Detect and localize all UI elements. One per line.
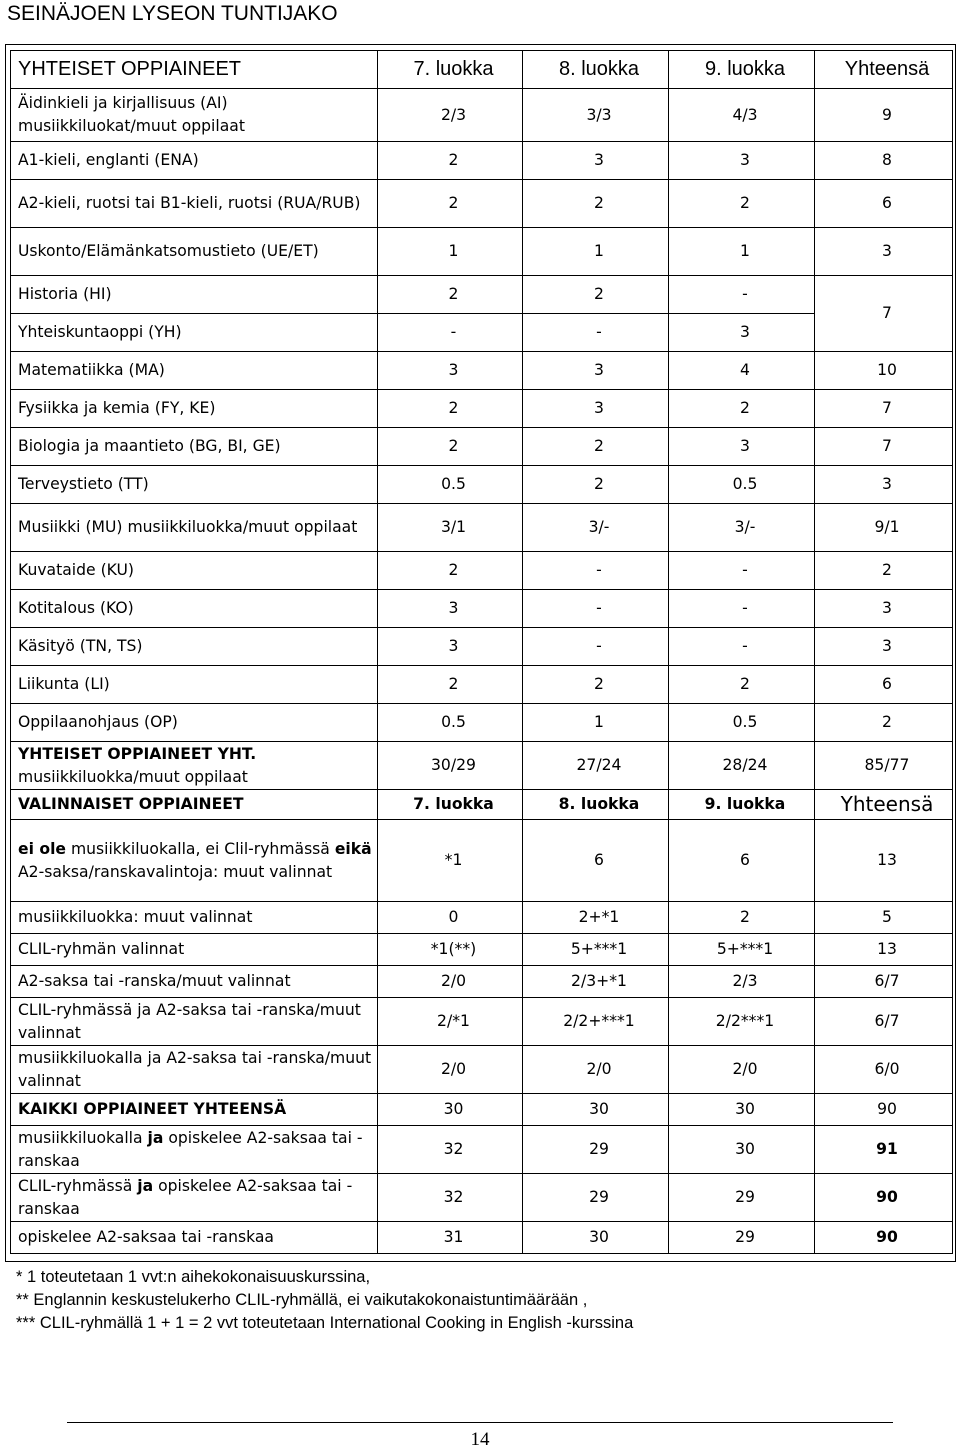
grade-8-value: - [523,628,669,666]
table-row [11,1126,953,1174]
grade-7-value: 2/3 [378,89,523,142]
table-row [11,966,953,998]
table-row [11,314,953,352]
grade-9-value: 30 [669,1126,815,1174]
total-value: 2 [815,704,953,742]
grade-9-value: 2 [669,666,815,704]
subject-label: Oppilaanohjaus (OP) [11,704,378,742]
total-value: 6/7 [815,998,953,1046]
table-row [11,428,953,466]
grade-8-value: 2 [523,666,669,704]
subject-label: Käsityö (TN, TS) [11,628,378,666]
grade-8-value: 30 [523,1094,669,1126]
total-value: 3 [815,466,953,504]
grade-8-value: 29 [523,1126,669,1174]
subject-label: Biologia ja maantieto (BG, BI, GE) [11,428,378,466]
total-value: 3 [815,628,953,666]
subject-label: Musiikki (MU) musiikkiluokka/muut oppilaat [11,504,378,552]
grade-7-value: 2 [378,142,523,180]
grade-9-value: 3 [669,142,815,180]
grade-8-value: 3 [523,142,669,180]
header-row [11,51,953,89]
elective-label [11,820,378,902]
grade-9-value: 2 [669,180,815,228]
elective-header-subject: VALINNAISET OPPIAINEET [11,790,378,820]
grade-8-value: - [523,552,669,590]
table-row [11,934,953,966]
grade-9-value: - [669,590,815,628]
grade-7-value: 3 [378,590,523,628]
grade-7-value: 2 [378,390,523,428]
grade-7-value: 2/0 [378,966,523,998]
header-subject: YHTEISET OPPIAINEET [11,51,378,89]
grade-9-value: 3 [669,428,815,466]
subject-label: Fysiikka ja kemia (FY, KE) [11,390,378,428]
total-value: 13 [815,820,953,902]
table-row [11,1222,953,1254]
grade-9-value: 5+***1 [669,934,815,966]
label-text: A2-saksa/ranskavalintoja: muut valinnat [18,862,333,881]
subtotal-title: YHTEISET OPPIAINEET YHT. [18,744,257,763]
table-row [11,552,953,590]
table-row [11,590,953,628]
total-value: 6/7 [815,966,953,998]
grade-8-value: 3 [523,390,669,428]
total-value: 90 [815,1094,953,1126]
totals-label [11,1126,378,1174]
emphasis-text: eikä [334,839,372,858]
subject-label: Äidinkieli ja kirjallisuus (AI) musiikkiluokat/muut oppilaat [11,89,378,142]
grade-8-value: 2 [523,428,669,466]
footer-divider [67,1422,893,1423]
subject-label: Uskonto/Elämänkatsomustieto (UE/ET) [11,228,378,276]
totals-label: opiskelee A2-saksaa tai -ranskaa [11,1222,378,1254]
total-value: 8 [815,142,953,180]
total-value: 7 [815,390,953,428]
table-row [11,1046,953,1094]
grade-7-value: 30 [378,1094,523,1126]
grade-8-value: 2/3+*1 [523,966,669,998]
total-value: 13 [815,934,953,966]
grade-9-value: 2 [669,390,815,428]
emphasis-text: ja [147,1128,164,1147]
elective-header-row [11,790,953,820]
grade-9-value: 3/- [669,504,815,552]
elective-label: CLIL-ryhmässä ja A2-saksa tai -ranska/muut valinnat [11,998,378,1046]
elective-label: A2-saksa tai -ranska/muut valinnat [11,966,378,998]
subject-label: Yhteiskuntaoppi (YH) [11,314,378,352]
grade-7-value: *1(**) [378,934,523,966]
elective-label: musiikkiluokalla ja A2-saksa tai -ranska/muut valinnat [11,1046,378,1094]
grade-9-value: 2/3 [669,966,815,998]
label-text: musiikkiluokalla, ei Clil-ryhmässä [65,839,335,858]
table-row [11,180,953,228]
grade-9-value: 29 [669,1174,815,1222]
table-row [11,704,953,742]
header-total: Yhteensä [815,51,953,89]
grade-8-value: 2/0 [523,1046,669,1094]
grade-9-value: 2/2***1 [669,998,815,1046]
grade-9-value: 6 [669,820,815,902]
grade-7-value: 2/0 [378,1046,523,1094]
subject-label: Kotitalous (KO) [11,590,378,628]
grade-8-value: - [523,314,669,352]
common-subtotal-row [11,742,953,790]
grade-7-value: 0.5 [378,704,523,742]
grade-7-value: 31 [378,1222,523,1254]
total-value: 9/1 [815,504,953,552]
grade-7-value: 2/*1 [378,998,523,1046]
grade-8-value: - [523,590,669,628]
subject-label: Matematiikka (MA) [11,352,378,390]
grade-7-value: 2 [378,666,523,704]
grade-7-value: 30/29 [378,742,523,790]
totals-label [11,1174,378,1222]
emphasis-text: ei ole [18,839,66,858]
grade-9-value: 2 [669,902,815,934]
grade-9-value: 30 [669,1094,815,1126]
grade-9-value: 4 [669,352,815,390]
grade-8-value: 30 [523,1222,669,1254]
total-value: 91 [815,1126,953,1174]
subtotal-label [11,742,378,790]
elective-header-grade-7: 7. luokka [378,790,523,820]
footnotes [16,1266,633,1335]
all-subjects-total-row [11,1094,953,1126]
grade-8-value: 3/- [523,504,669,552]
emphasis-text: ja [137,1176,154,1195]
elective-header-grade-9: 9. luokka [669,790,815,820]
grade-8-value: 1 [523,228,669,276]
label-text: musiikkiluokalla [18,1128,148,1147]
grade-7-value: *1 [378,820,523,902]
grade-7-value: 32 [378,1174,523,1222]
subject-label: A2-kieli, ruotsi tai B1-kieli, ruotsi (RUA/RUB) [11,180,378,228]
header-grade-7: 7. luokka [378,51,523,89]
footnote: *** CLIL-ryhmällä 1 + 1 = 2 vvt toteutetaan International Cooking in English -kurssina [16,1314,634,1332]
grade-8-value: 2/2+***1 [523,998,669,1046]
total-value: 90 [815,1174,953,1222]
grade-9-value: 2/0 [669,1046,815,1094]
label-text: CLIL-ryhmässä [18,1176,138,1195]
grade-7-value: 3 [378,628,523,666]
grade-8-value: 5+***1 [523,934,669,966]
grade-8-value: 6 [523,820,669,902]
grade-8-value: 27/24 [523,742,669,790]
subject-label: Terveystieto (TT) [11,466,378,504]
grade-8-value: 1 [523,704,669,742]
total-value: 85/77 [815,742,953,790]
grade-7-value: - [378,314,523,352]
grade-7-value: 2 [378,428,523,466]
total-value: 3 [815,590,953,628]
all-total-label: KAIKKI OPPIAINEET YHTEENSÄ [11,1094,378,1126]
subject-label: Historia (HI) [11,276,378,314]
grade-9-value: - [669,628,815,666]
total-value: 9 [815,89,953,142]
grade-8-value: 2 [523,180,669,228]
grade-7-value: 3 [378,352,523,390]
table-row [11,820,953,902]
document-title: SEINÄJOEN LYSEON TUNTIJAKO [7,2,338,25]
table-row [11,352,953,390]
grade-8-value: 29 [523,1174,669,1222]
table-row [11,628,953,666]
table-row [11,89,953,142]
table-row [11,142,953,180]
elective-header-grade-8: 8. luokka [523,790,669,820]
total-value: 7 [815,276,953,352]
grade-7-value: 2 [378,180,523,228]
header-grade-8: 8. luokka [523,51,669,89]
total-value: 6 [815,666,953,704]
subject-label: Liikunta (LI) [11,666,378,704]
grade-7-value: 2 [378,552,523,590]
grade-8-value: 2+*1 [523,902,669,934]
label-text: opiskelee A2-saksaa tai -ranskaa [18,1176,353,1218]
grade-7-value: 0 [378,902,523,934]
total-value: 7 [815,428,953,466]
footnote: * 1 toteutetaan 1 vvt:n aihekokonaisuuskurssina, [16,1268,371,1286]
grade-7-value: 2 [378,276,523,314]
footnote: ** Englannin keskustelukerho CLIL-ryhmällä, ei vaikutakokonaistuntimäärään , [16,1291,588,1309]
total-value: 90 [815,1222,953,1254]
subtotal-subtitle: musiikkiluokka/muut oppilaat [18,767,248,786]
grade-9-value: 4/3 [669,89,815,142]
grade-8-value: 2 [523,276,669,314]
grade-7-value: 0.5 [378,466,523,504]
total-value: 5 [815,902,953,934]
header-grade-9: 9. luokka [669,51,815,89]
elective-label: CLIL-ryhmän valinnat [11,934,378,966]
table-row [11,998,953,1046]
grade-9-value: 1 [669,228,815,276]
label-text: opiskelee A2-saksaa tai -ranskaa [18,1128,363,1170]
grade-9-value: - [669,552,815,590]
table-row [11,1174,953,1222]
grade-9-value: - [669,276,815,314]
page-number: 14 [470,1429,490,1450]
grade-7-value: 3/1 [378,504,523,552]
grade-9-value: 3 [669,314,815,352]
timetable [10,50,953,1254]
table-row [11,276,953,314]
grade-9-value: 0.5 [669,466,815,504]
total-value: 3 [815,228,953,276]
table-row [11,666,953,704]
grade-7-value: 1 [378,228,523,276]
grade-9-value: 0.5 [669,704,815,742]
grade-7-value: 32 [378,1126,523,1174]
total-value: 6 [815,180,953,228]
total-value: 10 [815,352,953,390]
table-row [11,902,953,934]
table-row [11,504,953,552]
subject-label: Kuvataide (KU) [11,552,378,590]
total-value: 6/0 [815,1046,953,1094]
grade-9-value: 29 [669,1222,815,1254]
elective-header-total: Yhteensä [815,790,953,820]
grade-9-value: 28/24 [669,742,815,790]
subject-label: A1-kieli, englanti (ENA) [11,142,378,180]
table-row [11,228,953,276]
table-row [11,390,953,428]
total-value: 2 [815,552,953,590]
table-row [11,466,953,504]
grade-8-value: 3/3 [523,89,669,142]
grade-8-value: 2 [523,466,669,504]
elective-label: musiikkiluokka: muut valinnat [11,902,378,934]
grade-8-value: 3 [523,352,669,390]
